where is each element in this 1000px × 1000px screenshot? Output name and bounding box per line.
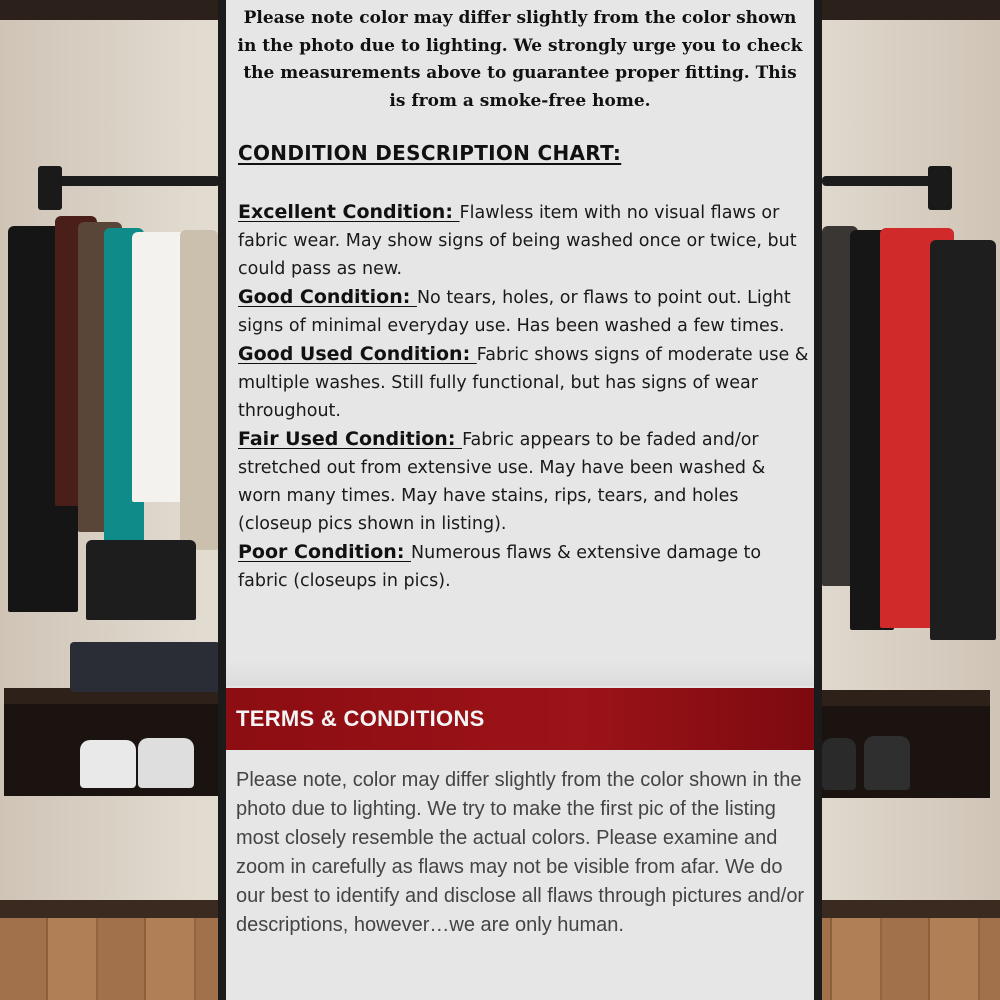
- baseboard-left: [0, 900, 218, 918]
- shoe-right-1: [822, 738, 856, 790]
- condition-label: Fair Used Condition:: [238, 428, 463, 450]
- condition-label: Good Condition:: [238, 286, 417, 308]
- terms-title: TERMS & CONDITIONS: [236, 706, 485, 731]
- condition-label: Poor Condition:: [238, 541, 412, 563]
- condition-item-good: [238, 283, 810, 340]
- listing-info-panel: [218, 0, 822, 1000]
- section-divider: [226, 660, 814, 686]
- condition-item-excellent: [238, 198, 810, 283]
- condition-item-poor: [238, 538, 810, 595]
- condition-chart-title: CONDITION DESCRIPTION CHART:: [238, 141, 622, 165]
- condition-description: Numerous flaws & extensive damage to fabric (closeups in pics).: [238, 543, 762, 591]
- rail-bracket-right: [928, 166, 952, 210]
- garment-dark-shirt-right: [930, 240, 996, 640]
- rail-bracket-left: [38, 166, 62, 210]
- condition-description: Flawless item with no visual flaws or fabric wear. May show signs of being washed once or twice, but could pass as new.: [238, 203, 797, 279]
- color-disclaimer-note: Please note color may differ slightly from the color shown in the photo due to lighting. We strongly urge you to check the measurements above to guarantee proper fitting. This is from a smoke-free home.: [237, 8, 803, 111]
- shelf-right: [822, 690, 990, 706]
- garment-dark-jacket: [86, 540, 196, 620]
- terms-body-text: Please note, color may differ slightly from the color shown in the photo due to lighting. We try to make the first pic of the listing most closely resemble the actual colors. Please examine and zoom in carefully as flaws may not be visible from afar. We do our best to identify and disclose all flaws through pictures and/or descriptions, however…we are only human.: [236, 769, 805, 936]
- clothing-rail-left: [40, 176, 220, 186]
- condition-description: Fabric appears to be faded and/or stretched out from extensive use. May have been washed & worn many times. May have stains, rips, tears, and holes (closeup pics shown in listing).: [238, 430, 766, 534]
- condition-description: No tears, holes, or flaws to point out. Light signs of minimal everyday use. Has been washed a few times.: [238, 288, 791, 336]
- baseboard-right: [822, 900, 1000, 918]
- condition-list: [238, 198, 810, 595]
- sneaker-left-1: [80, 740, 136, 788]
- panel-content: [226, 0, 814, 1000]
- sneaker-left-2: [138, 738, 194, 788]
- condition-item-good-used: [238, 340, 810, 425]
- terms-header-bar: [226, 688, 814, 750]
- condition-label: Excellent Condition:: [238, 201, 460, 223]
- shoe-right-2: [864, 736, 910, 790]
- folded-clothes: [70, 642, 220, 692]
- condition-label: Good Used Condition:: [238, 343, 477, 365]
- garment-beige-shirt: [180, 230, 218, 550]
- condition-item-fair-used: [238, 425, 810, 538]
- condition-description: Fabric shows signs of moderate use & multiple washes. Still fully functional, but has signs of wear throughout.: [238, 345, 809, 421]
